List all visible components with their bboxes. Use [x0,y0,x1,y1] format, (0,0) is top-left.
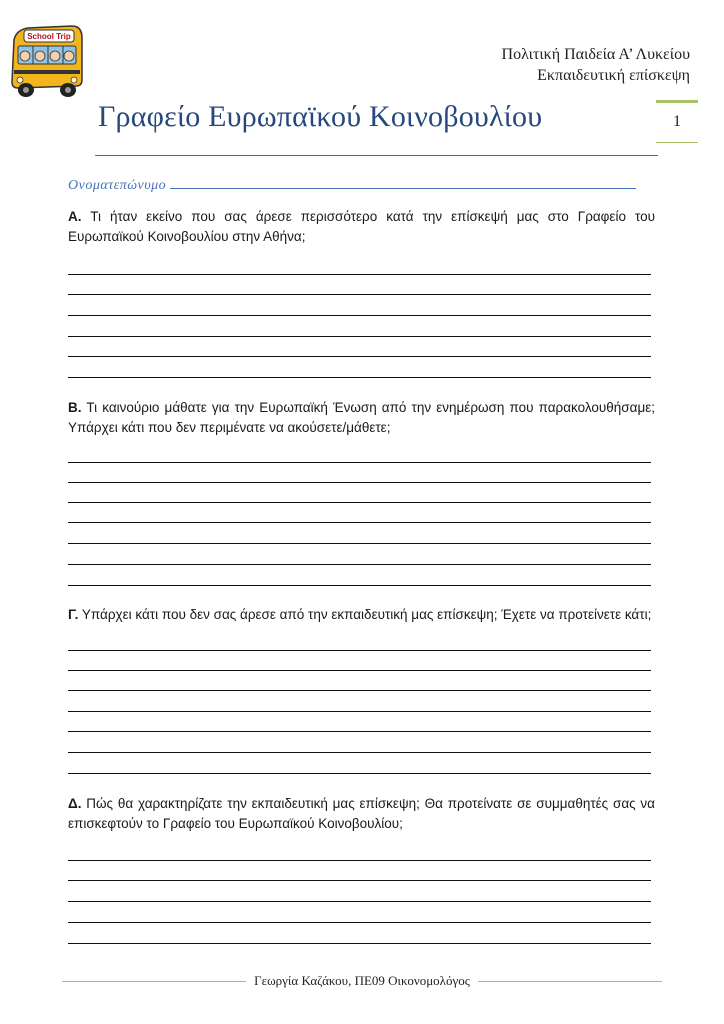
answer-line[interactable] [68,502,651,503]
question-text: Τι καινούριο μάθατε για την Ευρωπαϊκή Ένωση από την ενημέρωση που παρακολουθήσαμε; Υπάρχει κάτι που δεν περιμένατε να ακούσετε/μάθετε; [68,400,655,435]
question-d [68,794,655,834]
answer-line[interactable] [68,294,651,295]
title-divider [95,155,658,156]
footer-author: Γεωργία Καζάκου, ΠΕ09 Οικονομολόγος [246,973,478,988]
question-letter: Δ. [68,796,82,811]
answer-line[interactable] [68,585,651,586]
answer-line[interactable] [68,860,651,861]
answer-line[interactable] [68,315,651,316]
question-text: Πώς θα χαρακτηρίζατε την εκπαιδευτική μας επίσκεψη; Θα προτείνατε σε συμμαθητές σας να επισκεφτούν το Γραφείο του Ευρωπαϊκού Κοινοβουλίου; [68,796,655,831]
course-name: Πολιτική Παιδεία Α’ Λυκείου [501,46,690,63]
question-text: Υπάρχει κάτι που δεν σας άρεσε από την εκπαιδευτική μας επίσκεψη; Έχετε να προτείνετε κάτι; [81,607,652,622]
answer-line[interactable] [68,731,651,732]
answer-line[interactable] [68,522,651,523]
name-field-row [68,178,636,194]
answer-line[interactable] [68,922,651,923]
answer-line[interactable] [68,336,651,337]
question-letter: Α. [68,209,82,224]
document-subtitle: Εκπαιδευτική επίσκεψη [537,67,690,84]
answer-line[interactable] [68,377,651,378]
page-title: Γραφείο Ευρωπαϊκού Κοινοβουλίου [98,100,543,133]
question-a [68,207,655,247]
answer-line[interactable] [68,482,651,483]
name-answer-line[interactable] [170,180,636,189]
answer-line[interactable] [68,752,651,753]
page-number-box [656,100,698,142]
question-letter: Γ. [68,607,79,622]
answer-line[interactable] [68,901,651,902]
page-number-top-bar [656,100,698,103]
answer-line[interactable] [68,650,651,651]
answer-line[interactable] [68,711,651,712]
name-label: Ονοματεπώνυμο [68,178,167,193]
document-header [502,44,690,86]
footer [0,973,724,989]
question-c [68,605,655,625]
answer-line[interactable] [68,880,651,881]
school-trip-bus-logo [6,18,86,102]
page-number-bottom-bar [656,142,698,143]
answer-line[interactable] [68,356,651,357]
answer-line[interactable] [68,543,651,544]
answer-line[interactable] [68,462,651,463]
answer-line[interactable] [68,943,651,944]
question-b [68,398,655,438]
question-letter: Β. [68,400,82,415]
answer-line[interactable] [68,690,651,691]
answer-line[interactable] [68,274,651,275]
logo-text: School Trip [27,32,71,41]
page-number: 1 [673,113,681,130]
answer-line[interactable] [68,564,651,565]
question-text: Τι ήταν εκείνο που σας άρεσε περισσότερο κατά την επίσκεψή μας στο Γραφείο του Ευρωπαϊκού Κοινοβουλίου στην Αθήνα; [68,209,655,244]
answer-line[interactable] [68,670,651,671]
answer-line[interactable] [68,773,651,774]
